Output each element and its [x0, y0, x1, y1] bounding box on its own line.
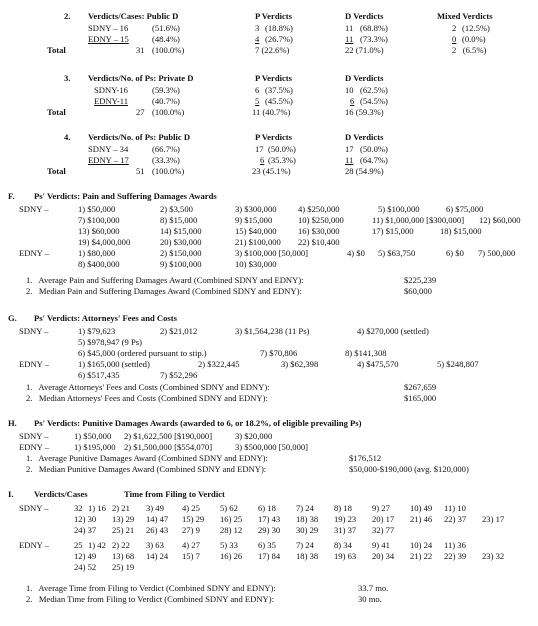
fee-item: 3) $1,564,238 (11 Ps) [235, 326, 310, 336]
award-item: 1) $80,000 [78, 248, 116, 258]
time-item: 16) 26 [220, 551, 243, 561]
award-item: 13) $60,000 [78, 226, 120, 236]
section-title: Ps' Verdicts: Attorneys' Fees and Costs [34, 313, 177, 323]
d-percent: (68.8%) [360, 23, 388, 33]
award-item: 10) $30,000 [235, 259, 277, 269]
time-item: 24) 52 [74, 562, 97, 572]
fee-item: 1) $165,000 (settled) [78, 359, 150, 369]
award-item: 21) $100,000 [235, 237, 281, 247]
punitive-item: 1) $195,000 [74, 442, 116, 452]
time-item: 20) 17 [372, 514, 395, 524]
section-letter: G. [8, 313, 17, 323]
award-item: 6) $0 [446, 248, 464, 258]
award-item: 2) $150,000 [160, 248, 202, 258]
median-value: $165,000 [404, 393, 437, 403]
m-count: 2 [452, 23, 457, 33]
m-count: 0 [452, 34, 457, 44]
column-header-d-verdicts: D Verdicts [345, 132, 384, 142]
award-item: 3) $300,000 [235, 204, 277, 214]
column-header-p-verdicts: P Verdicts [255, 11, 293, 21]
time-item: 26) 43 [146, 525, 169, 535]
d-percent: (73.3%) [360, 34, 388, 44]
d-percent: (64.7%) [360, 155, 388, 165]
fee-item: 4) $270,000 (settled) [357, 326, 429, 336]
total-percent: (100.0%) [152, 107, 185, 117]
column-header-d-verdicts: D Verdicts [345, 11, 384, 21]
fee-item: 5) $248,807 [437, 359, 479, 369]
time-item: 6) 35 [258, 540, 276, 550]
time-item: 4) 25 [182, 503, 200, 513]
time-item: 19) 63 [334, 551, 357, 561]
time-item: 28) 12 [220, 525, 243, 535]
p-percent: (37.5%) [265, 85, 293, 95]
time-item: 12) 30 [74, 514, 97, 524]
time-item: 18) 38 [296, 551, 319, 561]
section-subtitle: Time from Filing to Verdict [124, 489, 225, 499]
m-percent: (12.5%) [462, 23, 490, 33]
time-item: 4) 27 [182, 540, 200, 550]
time-item: 25) 21 [112, 525, 135, 535]
fee-item: 3) $62,398 [281, 359, 319, 369]
time-item: 21) 46 [410, 514, 433, 524]
section-letter: H. [8, 418, 17, 428]
award-item: 6) $75,000 [446, 204, 484, 214]
award-item: 7) $100,000 [78, 215, 120, 225]
edny-label: EDNY – [19, 540, 49, 550]
section-number: 4. [64, 132, 71, 142]
column-header-d-verdicts: D Verdicts [345, 73, 384, 83]
section-title: Verdicts/No. of Ps: Public D [88, 132, 191, 142]
section-letter: I. [8, 489, 14, 499]
p-count: 5 [255, 96, 260, 106]
award-item: 14) $15,000 [160, 226, 202, 236]
p-percent: (18.8%) [265, 23, 293, 33]
average-label: 1. Average Attorneys' Fees and Costs (Combined SDNY and EDNY): [26, 382, 270, 392]
time-item: 6) 18 [258, 503, 276, 513]
column-header-mixed-verdicts: Mixed Verdicts [437, 11, 493, 21]
row-label: SDNY – 16 [88, 23, 129, 33]
row-label: SDNY-16 [94, 85, 128, 95]
fee-item: 7) $70,806 [260, 348, 298, 358]
total-d: 16 (59.3%) [345, 107, 384, 117]
award-item: 4) $0 [347, 248, 365, 258]
d-count: 11 [345, 23, 354, 33]
time-item: 30) 29 [296, 525, 319, 535]
section-title: Verdicts/Cases [34, 489, 88, 499]
time-item: 25) 19 [112, 562, 135, 572]
fee-item: 6) $45,000 (ordered pursuant to stip.) [78, 348, 207, 358]
time-item: 23) 17 [482, 514, 505, 524]
time-item: 13) 68 [112, 551, 135, 561]
median-label: 2. Median Attorneys' Fees and Costs (Combined SDNY and EDNY): [26, 393, 268, 403]
section-number: 2. [64, 11, 71, 21]
average-value: $267,659 [404, 382, 437, 392]
total-p: 7 (22.6%) [255, 45, 290, 55]
section-title: Ps' Verdicts: Pain and Suffering Damages Awards [34, 191, 217, 201]
p-count: 6 [255, 85, 260, 95]
p-count: 4 [255, 34, 260, 44]
total-count: 27 [136, 107, 145, 117]
time-item: 29) 30 [258, 525, 281, 535]
total-p: 23 (45.1%) [252, 166, 291, 176]
total-d: 28 (54.9%) [345, 166, 384, 176]
time-item: 7) 24 [296, 540, 314, 550]
time-item: 16) 25 [220, 514, 243, 524]
p-percent: (45.5%) [265, 96, 293, 106]
average-label: 1. Average Time from Filing to Verdict (Combined SDNY and EDNY): [26, 583, 276, 593]
d-percent: (54.5%) [360, 96, 388, 106]
award-item: 17) $15,000 [372, 226, 414, 236]
time-item: 3) 63 [146, 540, 164, 550]
average-value: $225,239 [404, 275, 437, 285]
section-title: Verdicts/Cases: Public D [88, 11, 179, 21]
time-item: 8) 34 [334, 540, 352, 550]
d-count: 11 [345, 155, 354, 165]
p-count: 17 [255, 144, 264, 154]
time-item: 17) 43 [258, 514, 281, 524]
row-percent: (59.3%) [152, 85, 180, 95]
total-count: 31 [136, 45, 145, 55]
total-label: Total [47, 166, 66, 176]
time-item: 18) 38 [296, 514, 319, 524]
total-label: Total [47, 45, 66, 55]
time-item: 21) 22 [410, 551, 433, 561]
fee-item: 4) $475,570 [357, 359, 399, 369]
award-item: 5) $63,750 [378, 248, 416, 258]
time-item: 11) 36 [444, 540, 466, 550]
average-label: 1. Average Pain and Suffering Damages Award (Combined SDNY and EDNY): [26, 275, 304, 285]
time-item: 9) 41 [372, 540, 390, 550]
punitive-item: 2) $1,622,500 [$190,000] [124, 431, 213, 441]
time-item: 31) 37 [334, 525, 357, 535]
median-value: $50,000-$190,000 (avg. $120,000) [349, 464, 469, 474]
total-p: 11 (40.7%) [252, 107, 291, 117]
row-label: EDNY – 17 [88, 155, 129, 165]
time-item: 2) 21 [112, 503, 130, 513]
time-item: 14) 47 [146, 514, 169, 524]
time-item: 5) 62 [220, 503, 238, 513]
time-item: 2) 22 [112, 540, 130, 550]
column-header-p-verdicts: P Verdicts [255, 73, 293, 83]
section-letter: F. [8, 191, 15, 201]
award-item: 7) 500,000 [478, 248, 516, 258]
award-item: 11) $1,000,000 [$300,000] [372, 215, 465, 225]
time-item: 8) 18 [334, 503, 352, 513]
time-item: 14) 24 [146, 551, 169, 561]
median-value: 30 mo. [358, 594, 382, 604]
award-item: 20) $30,000 [160, 237, 202, 247]
award-item: 16) $30,000 [298, 226, 340, 236]
average-value: $176,512 [349, 453, 382, 463]
time-item: 10) 49 [410, 503, 433, 513]
award-item: 10) $250,000 [298, 215, 344, 225]
time-item: 1) 16 [88, 503, 106, 513]
time-item: 13) 29 [112, 514, 135, 524]
time-item: 22) 37 [444, 514, 467, 524]
p-percent: (35.3%) [268, 155, 296, 165]
time-item: 24) 37 [74, 525, 97, 535]
m-percent: (0.0%) [462, 34, 486, 44]
average-value: 33.7 mo. [358, 583, 389, 593]
p-count: 6 [260, 155, 265, 165]
section-number: 3. [64, 73, 71, 83]
punitive-item: 3) $500,000 [50,000] [235, 442, 309, 452]
row-percent: (33.3%) [152, 155, 180, 165]
d-count: 10 [345, 85, 354, 95]
d-count: 17 [345, 144, 354, 154]
p-count: 3 [255, 23, 260, 33]
award-item: 8) $15,000 [160, 215, 198, 225]
time-item: 15) 29 [182, 514, 205, 524]
time-item: 12) 49 [74, 551, 97, 561]
award-item: 19) $4,000,000 [78, 237, 131, 247]
time-item: 15) 7 [182, 551, 200, 561]
row-percent: (66.7%) [152, 144, 180, 154]
sdny-label: SDNY – [19, 326, 49, 336]
time-item: 1) 42 [88, 540, 106, 550]
case-count: 32 [74, 503, 83, 513]
median-label: 2. Median Punitive Damages Award (Combined SDNY and EDNY): [26, 464, 267, 474]
time-item: 5) 33 [220, 540, 238, 550]
sdny-label: SDNY – [19, 503, 49, 513]
award-item: 4) $250,000 [298, 204, 340, 214]
row-label: EDNY-11 [94, 96, 129, 106]
average-label: 1. Average Punitive Damages Award (Combined SDNY and EDNY): [26, 453, 268, 463]
fee-item: 1) $79,623 [78, 326, 116, 336]
time-item: 3) 49 [146, 503, 164, 513]
p-percent: (50.0%) [268, 144, 296, 154]
d-count: 11 [345, 34, 354, 44]
edny-label: EDNY – [19, 442, 49, 452]
section-title: Verdicts/No. of Ps: Private D [88, 73, 194, 83]
time-item: 7) 24 [296, 503, 314, 513]
edny-label: EDNY – [19, 359, 49, 369]
time-item: 32) 77 [372, 525, 395, 535]
fee-item: 2) $21,012 [160, 326, 198, 336]
row-percent: (48.4%) [152, 34, 180, 44]
edny-label: EDNY – [19, 248, 49, 258]
time-item: 23) 32 [482, 551, 505, 561]
award-item: 5) $100,000 [378, 204, 420, 214]
award-item: 2) $3,500 [160, 204, 193, 214]
time-item: 9) 27 [372, 503, 390, 513]
time-item: 17) 84 [258, 551, 281, 561]
time-item: 27) 9 [182, 525, 200, 535]
total-percent: (100.0%) [152, 166, 185, 176]
punitive-item: 3) $20,000 [235, 431, 273, 441]
sdny-label: SDNY – [19, 431, 49, 441]
total-m: 2 (6.5%) [452, 45, 487, 55]
total-d: 22 (71.0%) [345, 45, 384, 55]
section-title: Ps' Verdicts: Punitive Damages Awards (awarded to 6, or 18.2%, of eligible prevailing Ps) [34, 418, 362, 428]
total-percent: (100.0%) [152, 45, 185, 55]
award-item: 9) $15,000 [235, 215, 273, 225]
time-item: 11) 10 [444, 503, 466, 513]
row-percent: (51.6%) [152, 23, 180, 33]
award-item: 18) $15,000 [440, 226, 482, 236]
total-count: 51 [136, 166, 145, 176]
time-item: 22) 39 [444, 551, 467, 561]
median-value: $60,000 [404, 286, 432, 296]
award-item: 15) $40,000 [235, 226, 277, 236]
d-percent: (62.5%) [360, 85, 388, 95]
award-item: 9) $100,000 [160, 259, 202, 269]
total-label: Total [47, 107, 66, 117]
award-item: 1) $50,000 [78, 204, 116, 214]
d-count: 6 [350, 96, 355, 106]
time-item: 19) 23 [334, 514, 357, 524]
fee-item: 7) $52,296 [160, 370, 198, 380]
median-label: 2. Median Time from Filing to Verdict (Combined SDNY and EDNY): [26, 594, 275, 604]
award-item: 22) $10,400 [298, 237, 340, 247]
row-percent: (40.7%) [152, 96, 180, 106]
fee-item: 2) $322,445 [198, 359, 240, 369]
fee-item: 6) $517,435 [78, 370, 120, 380]
punitive-item: 2) $1,500,000 [$554,070] [124, 442, 213, 452]
award-item: 3) $100,000 [50,000] [235, 248, 309, 258]
row-label: EDNY – 15 [88, 34, 129, 44]
award-item: 8) $400,000 [78, 259, 120, 269]
sdny-label: SDNY – [19, 204, 49, 214]
punitive-item: 1) $50,000 [74, 431, 112, 441]
p-percent: (26.7%) [265, 34, 293, 44]
fee-item: 5) $978,947 (9 Ps) [78, 337, 142, 347]
case-count: 25 [74, 540, 83, 550]
column-header-p-verdicts: P Verdicts [255, 132, 293, 142]
award-item: 12) $60,000 [479, 215, 521, 225]
time-item: 10) 24 [410, 540, 433, 550]
time-item: 20) 34 [372, 551, 395, 561]
fee-item: 8) $141,308 [345, 348, 387, 358]
d-percent: (50.0%) [360, 144, 388, 154]
row-label: SDNY – 34 [88, 144, 129, 154]
median-label: 2. Median Pain and Suffering Damages Award (Combined SDNY and EDNY): [26, 286, 302, 296]
